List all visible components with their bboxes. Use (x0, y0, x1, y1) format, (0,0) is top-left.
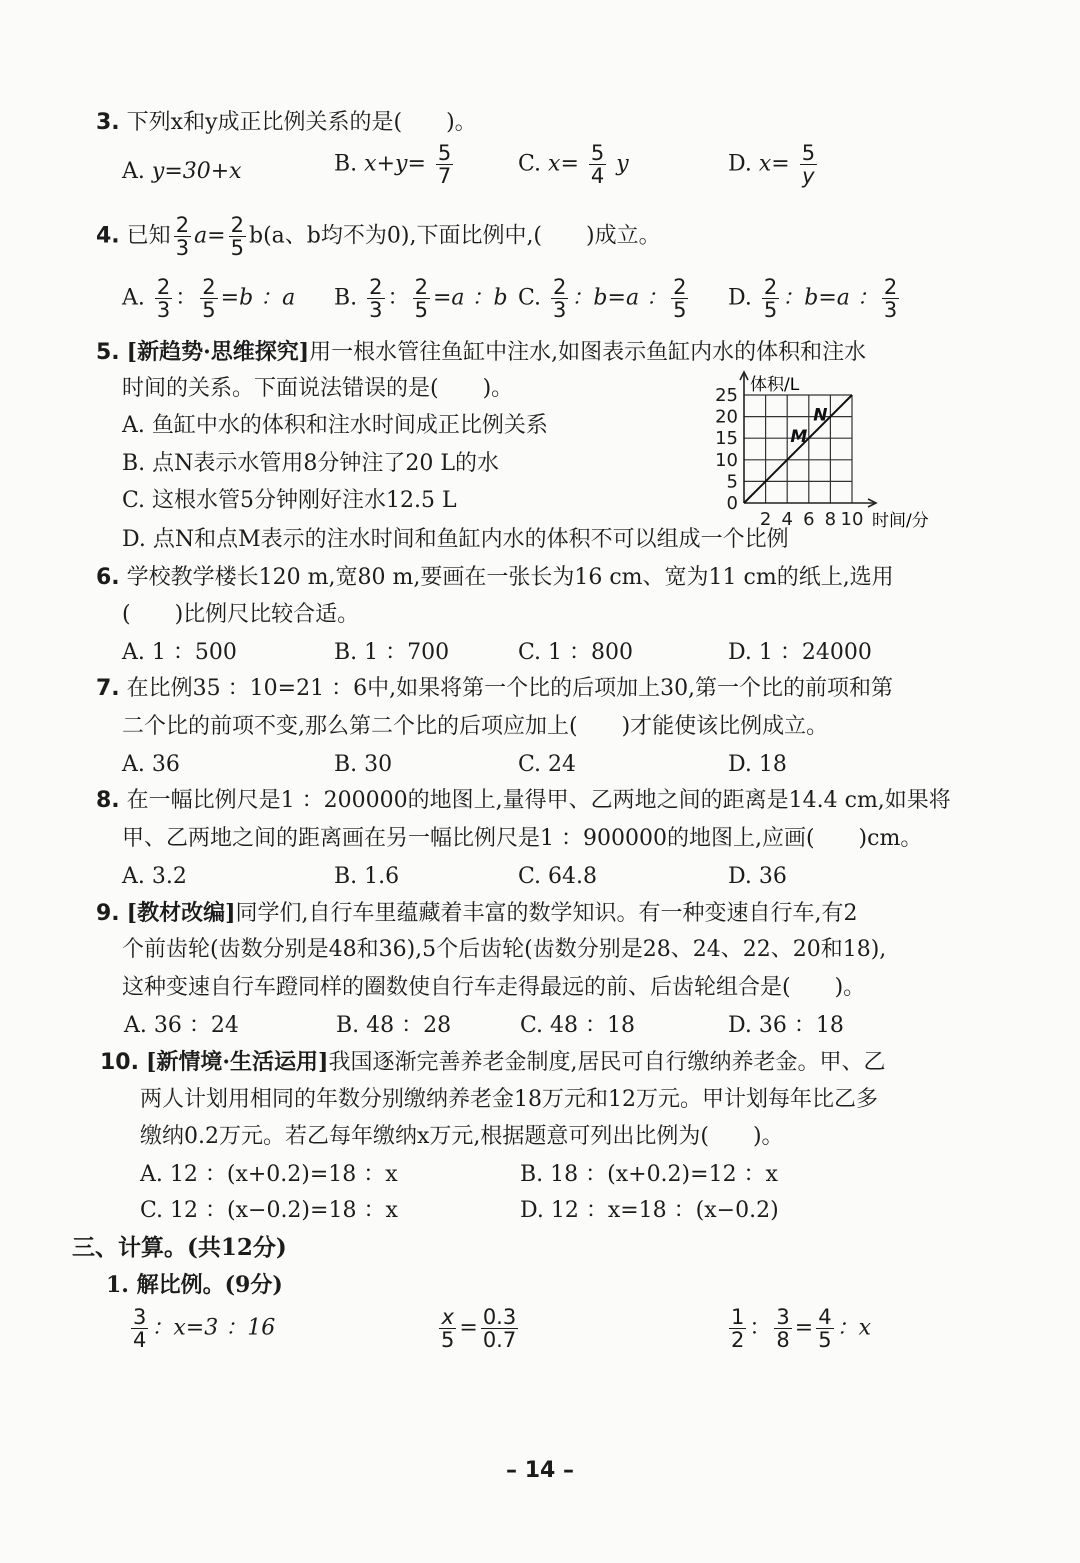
q4-b-n2: 2 (414, 275, 428, 299)
page-number: – 14 – (506, 1458, 574, 1483)
q4-a-sep: ： (175, 285, 198, 311)
eq1-num: 3 (133, 1305, 147, 1329)
q3-option-c (518, 142, 629, 187)
q8-option-a: A. 3.2 (122, 864, 187, 889)
q4-c-d1: 3 (553, 298, 567, 322)
q4-frac-1 (174, 214, 191, 259)
q4-d-mid: ：b=a ： (782, 285, 879, 311)
q6-number: 6. (96, 565, 120, 590)
q5-stem-line2: 时间的关系。下面说法错误的是( )。 (122, 376, 514, 401)
x-tick-label-2: 2 (759, 509, 772, 530)
sub1-title: 1. 解比例。(9分) (106, 1272, 283, 1298)
eq3-fraction-1 (729, 1306, 746, 1351)
q4-a-d2: 5 (202, 298, 216, 322)
q4-a-tail: =b ：a (220, 285, 296, 311)
eq3-n3: 4 (818, 1305, 832, 1329)
q10-tag: [新情境·生活运用] (145, 1049, 329, 1075)
q4-option-b (334, 276, 508, 321)
q4-b-tail: =a ：b (432, 285, 508, 311)
q4-f2-num: 2 (230, 213, 244, 237)
q4-d-label: D. (728, 285, 752, 311)
q10-line1: 我国逐渐完善养老金制度,居民可自行缴纳养老金。甲、乙 (328, 1050, 886, 1075)
q3-option-b (334, 142, 456, 187)
q4-f1-num: 2 (175, 213, 190, 237)
q5-option-c: C. 这根水管5分钟刚好注水12.5 L (122, 488, 457, 513)
q10-stem-line1 (100, 1047, 885, 1078)
eq3-fraction-2 (774, 1306, 791, 1351)
y-tick-label-10: 10 (715, 449, 738, 471)
q3-c-pre: x= (548, 151, 579, 177)
q4-d-n1: 2 (763, 275, 778, 299)
q4-a-label: A. (122, 285, 145, 311)
q9-stem-line1 (96, 898, 858, 929)
eq3-tail: ：x (836, 1315, 871, 1341)
equation-2 (436, 1306, 521, 1351)
q7-option-c: C. 24 (518, 752, 577, 777)
q4-stem-pre: 已知 (126, 223, 171, 249)
q6-option-c: C. 1 ：800 (518, 640, 634, 665)
q4-a-frac-1 (155, 276, 172, 321)
y-tick-label-25: 25 (715, 385, 738, 406)
q3-option-d (728, 142, 820, 187)
q4-option-a (122, 276, 295, 321)
q4-number: 4. (96, 223, 120, 249)
q4-b-d2: 5 (414, 298, 428, 322)
q4-a-n1: 2 (156, 275, 171, 299)
q3-stem (96, 108, 477, 138)
q4-c-frac-1 (551, 276, 568, 321)
q9-option-a: A. 36 ：24 (124, 1013, 239, 1038)
eq2-fraction-2 (481, 1306, 518, 1351)
equation-1 (128, 1306, 275, 1351)
chart-series (744, 395, 852, 503)
q7-option-d: D. 18 (728, 752, 787, 777)
q9-stem-line3: 这种变速自行车蹬同样的圈数使自行车走得最远的前、后齿轮组合是( )。 (122, 975, 866, 1000)
x-tick-label-8: 8 (824, 509, 837, 530)
q3-d-fraction (800, 142, 817, 187)
q9-number: 9. (96, 901, 120, 926)
q10-option-d: D. 12 ：x=18 ：(x−0.2) (520, 1198, 779, 1223)
q8-number: 8. (96, 788, 120, 813)
q3-d-num: 5 (801, 141, 816, 165)
q6-option-a: A. 1 ：500 (122, 640, 237, 665)
q7-line1: 在比例35 ：10=21 ：6中,如果将第一个比的后项加上30,第一个比的前项和第 (126, 676, 894, 701)
point-label-M: M (790, 427, 808, 448)
q8-stem-line2: 甲、乙两地之间的距离画在另一幅比例尺是1 ：900000的地图上,应画( )cm。 (122, 826, 923, 851)
q5-option-b: B. 点N表示水管用8分钟注了20 L的水 (122, 451, 499, 476)
y-tick-label-5: 5 (726, 471, 738, 493)
eq3-d3: 5 (818, 1328, 832, 1352)
point-label-N: N (813, 405, 828, 426)
q3-a-text: y=30+x (151, 159, 242, 184)
q4-c-frac-2 (671, 276, 688, 321)
chart-y-axis-label: 体积/L (750, 375, 800, 395)
chart-x-axis-label: 时间/分 (872, 511, 929, 531)
q4-b-frac-1 (367, 276, 384, 321)
eq2-den2: 0.7 (482, 1328, 517, 1352)
q4-c-n1: 2 (553, 275, 567, 299)
q4-c-d2: 5 (673, 298, 687, 322)
q4-f2-den: 5 (230, 236, 244, 260)
q4-f1-den: 3 (175, 236, 190, 260)
q10-option-b: B. 18 ：(x+0.2)=12 ：x (520, 1162, 778, 1187)
q6-line1: 学校教学楼长120 m,宽80 m,要画在一张长为16 cm、宽为11 cm的纸上,选用 (126, 565, 894, 590)
q3-c-post: y (616, 151, 629, 177)
q4-stem-post: b(a、b均不为0),下面比例中,( )成立。 (249, 223, 661, 249)
q7-option-a: A. 36 (122, 752, 180, 777)
q3-c-fraction (589, 142, 606, 187)
eq3-n2: 3 (776, 1305, 790, 1329)
q3-c-num: 5 (590, 141, 605, 165)
q4-c-n2: 2 (673, 275, 687, 299)
eq3-equals: = (794, 1315, 814, 1341)
q6-option-d: D. 1 ：24000 (728, 640, 872, 665)
q7-option-b: B. 30 (334, 752, 393, 777)
y-tick-label-20: 20 (715, 406, 738, 428)
eq3-fraction-3 (816, 1306, 833, 1351)
q3-b-den: 7 (437, 164, 452, 188)
q5-option-a: A. 鱼缸中水的体积和注水时间成正比例关系 (122, 413, 548, 438)
q9-line1: 同学们,自行车里蕴藏着丰富的数学知识。有一种变速自行车,有2 (235, 901, 858, 926)
eq2-den: 5 (441, 1328, 455, 1352)
q8-line1: 在一幅比例尺是1 ：200000的地图上,量得甲、乙两地之间的距离是14.4 cm,如果将 (126, 788, 951, 813)
q3-b-fraction (436, 142, 453, 187)
q3-text: 下列x和y成正比例关系的是( )。 (126, 110, 477, 135)
q3-b-pre: x+y= (364, 151, 426, 177)
q3-d-label: D. (728, 151, 752, 177)
q10-stem-line2: 两人计划用相同的年数分别缴纳养老金18万元和12万元。甲计划每年比乙多 (140, 1087, 878, 1112)
q3-d-pre: x= (758, 151, 790, 177)
eq2-fraction-1 (439, 1306, 456, 1351)
q5-tag: [新趋势·思维探究] (126, 339, 310, 365)
q6-stem-line1 (96, 563, 894, 593)
q10-option-a: A. 12 ：(x+0.2)=18 ：x (140, 1162, 398, 1187)
q4-d-frac-1 (762, 276, 779, 321)
eq2-num: x (439, 1306, 456, 1329)
q7-number: 7. (96, 676, 120, 701)
y-tick-label-0: 0 (726, 493, 738, 514)
q4-c-mid: ：b=a ： (571, 285, 669, 311)
q4-c-label: C. (518, 285, 542, 311)
q4-d-d1: 5 (763, 298, 778, 322)
eq3-sep: ： (749, 1315, 772, 1341)
q4-option-c (518, 276, 691, 321)
q3-number: 3. (96, 110, 120, 135)
q3-d-den: y (802, 164, 815, 188)
q7-stem-line2: 二个比的前项不变,那么第二个比的后项应加上( )才能使该比例成立。 (122, 714, 829, 739)
eq1-tail: ：x=3 ：16 (151, 1315, 276, 1341)
q9-option-d: D. 36 ：18 (728, 1013, 844, 1038)
q3-b-num: 5 (437, 141, 452, 165)
q3-c-den: 4 (590, 164, 605, 188)
q4-b-sep: ： (387, 285, 410, 311)
q3-option-a (122, 157, 242, 187)
q4-stem (96, 214, 661, 259)
q4-b-frac-2 (413, 276, 430, 321)
q9-option-b: B. 48 ：28 (336, 1013, 452, 1038)
q9-stem-line2: 个前齿轮(齿数分别是48和36),5个后齿轮(齿数分别是28、24、22、20和18), (122, 937, 887, 962)
q4-d-n2: 2 (883, 275, 898, 299)
q8-option-c: C. 64.8 (518, 864, 598, 889)
q10-option-c: C. 12 ：(x−0.2)=18 ：x (140, 1198, 398, 1223)
q3-b-label: B. (334, 151, 358, 177)
q4-frac-2 (229, 214, 246, 259)
x-tick-label-6: 6 (803, 509, 815, 530)
q3-c-label: C. (518, 151, 542, 177)
q8-stem-line1 (96, 786, 951, 816)
section-3-title: 三、计算。(共12分) (72, 1234, 287, 1261)
q5-option-d: D. 点N和点M表示的注水时间和鱼缸内水的体积不可以组成一个比例 (122, 527, 789, 552)
y-tick-label-15: 15 (715, 428, 738, 450)
eq3-d2: 8 (776, 1328, 790, 1352)
q4-mid: a= (194, 223, 226, 249)
q4-option-d (728, 276, 902, 321)
eq3-d1: 2 (731, 1328, 745, 1352)
x-tick-label-4: 4 (781, 509, 793, 530)
q4-a-frac-2 (200, 276, 217, 321)
eq3-n1: 1 (731, 1305, 745, 1329)
q4-b-d1: 3 (369, 298, 383, 322)
q8-option-d: D. 36 (728, 864, 787, 889)
q6-option-b: B. 1 ：700 (334, 640, 450, 665)
q4-a-n2: 2 (202, 275, 216, 299)
x-tick-label-10: 10 (840, 509, 864, 530)
q5-number: 5. (96, 340, 120, 365)
q4-b-label: B. (334, 285, 358, 311)
q4-d-frac-2 (882, 276, 899, 321)
q6-stem-line2: ( )比例尺比较合适。 (122, 602, 360, 627)
eq1-fraction (131, 1306, 148, 1351)
q9-tag: [教材改编] (126, 900, 236, 926)
eq1-den: 4 (133, 1328, 147, 1352)
q7-stem-line1 (96, 674, 893, 704)
q10-stem-line3: 缴纳0.2万元。若乙每年缴纳x万元,根据题意可列出比例为( )。 (140, 1124, 784, 1149)
q8-option-b: B. 1.6 (334, 864, 400, 889)
q5-stem-line1 (96, 337, 866, 368)
q3-a-label: A. (122, 159, 145, 184)
q5-volume-time-chart (700, 368, 950, 538)
q5-line1: 用一根水管往鱼缸中注水,如图表示鱼缸内水的体积和注水 (309, 340, 867, 365)
q4-d-d2: 3 (883, 298, 898, 322)
eq2-equals: = (459, 1315, 478, 1341)
q9-option-c: C. 48 ：18 (520, 1013, 636, 1038)
q4-a-d1: 3 (156, 298, 171, 322)
eq2-num2: 0.3 (482, 1305, 517, 1329)
equation-3 (726, 1306, 871, 1351)
q4-b-n1: 2 (369, 275, 383, 299)
series-line-0 (744, 395, 852, 503)
q10-number: 10. (100, 1050, 139, 1075)
